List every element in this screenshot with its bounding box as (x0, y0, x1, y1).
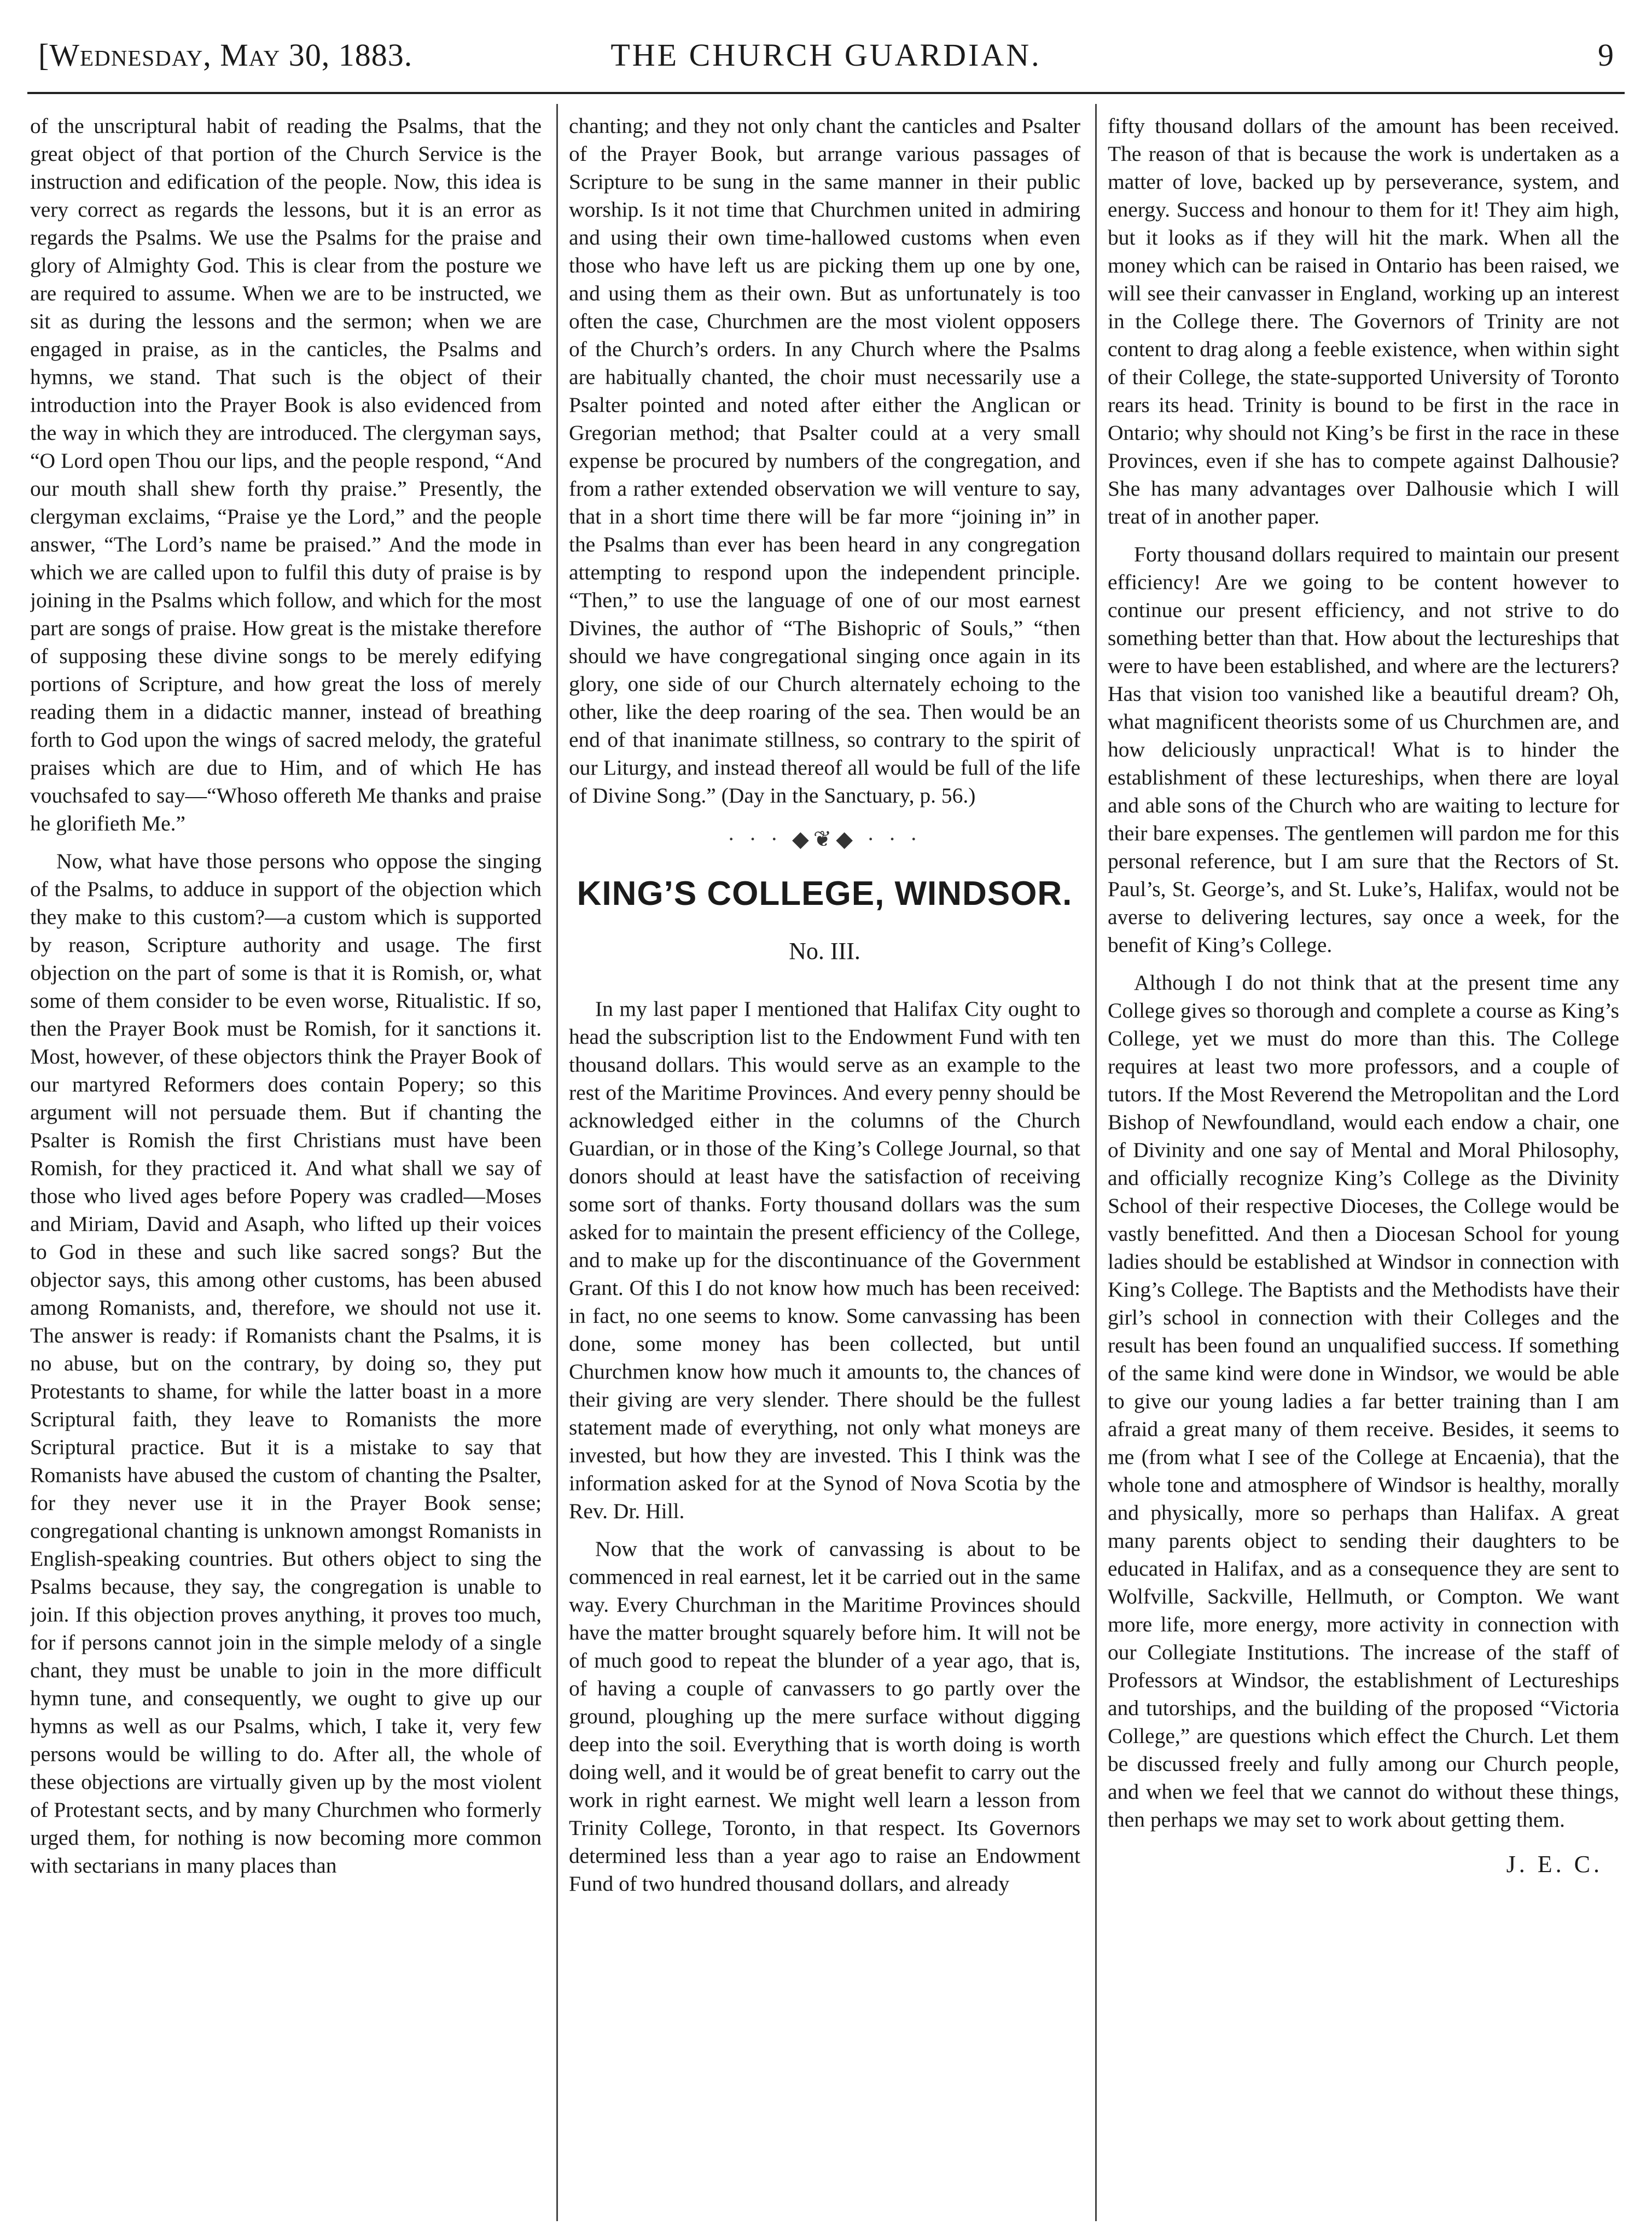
article-paragraph: of the unscriptural habit of reading the Psalms, that the great object of that portion of the Church Service is the instruction and edification of the people. Now, this idea is very correct as regards the lessons, but it is an error as regards the Psalms. We use the Psalms for the praise and glory of Almighty God. This is clear from the posture we are required to assume. When we are to be instructed, we sit as during the lessons and the sermon; when we are engaged in praise, as in the canticles, the Psalms and hymns, we stand. That such is the object of their introduction into the Prayer Book is also evidenced from the way in which they are introduced. The clergyman says, “O Lord open Thou our lips, and the people respond, “And our mouth shall shew forth thy praise.” Presently, the clergyman exclaims, “Praise ye the Lord,” and the people answer, “The Lord’s name be praised.” And the mode in which we are called upon to fulfil this duty of praise is by joining in the Psalms which follow, and which for the most part are songs of praise. How great is the mistake therefore of supposing these divine songs to be merely edifying portions of Scripture, and how great the loss of merely reading them in a didactic manner, instead of breathing forth to God upon the wings of sacred melody, the grateful praises which are due to Him, and of which He has vouchsafed to say—“Whoso offereth Me thanks and praise he glorifieth Me.” (30, 114, 542, 835)
article-paragraph: Now, what have those persons who oppose the singing of the Psalms, to adduce in support of the objection which they make to this custom?—a custom which is supported by reason, Scripture authority and usage. The first objection on the part of some is that it is Romish, or, what some of them consider to be even worse, Ritualistic. If so, then the Prayer Book must be Romish, for it sanctions it. Most, however, of these objectors think the Prayer Book of our martyred Reformers does contain Popery; so this argument will not persuade them. But if chanting the Psalter is Romish the first Christians must have been Romish, for they practiced it. And what shall we say of those who lived ages before Popery was cradled—Moses and Miriam, David and Asaph, who lifted up their voices to God in these and such like sacred songs? But the objector says, this among other customs, has been abused among Romanists, and, therefore, we should not use it. The answer is ready: if Romanists chant the Psalms, it is no abuse, but on the contrary, by doing so, they put Protestants to shame, for while the latter boast in a more Scriptural faith, they leave to Romanists the more Scriptural practice. But it is a mistake to say that Romanists have abused the custom of chanting the Psalter, for they never use it in the Prayer Book sense; congregational chanting is unknown amongst Romanists in English-speaking countries. But others object to sing the Psalms because, they say, the congregation is unable to join. If this objection proves anything, it proves too much, for if persons cannot join in the simple melody of a single chant, they must be unable to join in the more difficult hymn tune, and consequently, we ought to give up our hymns as well as our Psalms, which, I take it, very few persons would be willing to do. After all, the whole of these objections are virtually given up by the most violent of Protestant sects, and by many Churchmen who formerly urged them, for nothing is now becoming more common with sectarians in many places than (30, 849, 542, 1878)
article-paragraph: Now that the work of canvassing is about to be commenced in real earnest, let it be carried out in the same way. Every Churchman in the Maritime Provinces should have the matter brought squarely before him. It will not be of much good to repeat the blunder of a year ago, that is, of having a couple of canvassers to go partly over the ground, ploughing up the mere surface without digging deep into the soil. Everything that is worth doing is worth doing well, and it would be of great benefit to carry out the work in right earnest. We might well learn a lesson from Trinity College, Toronto, in that respect. Its Governors determined less than a year ago to raise an Endowment Fund of two hundred thousand dollars, and already (569, 1537, 1080, 1896)
page-number: 9 (1598, 37, 1614, 73)
section-ornament: · · · ◆❦◆ · · · (728, 827, 922, 851)
newspaper-title: THE CHURCH GUARDIAN. (610, 37, 1042, 73)
column-divider (556, 104, 558, 2221)
article-subheading: No. III. (789, 938, 860, 965)
article-paragraph: chanting; and they not only chant the canticles and Psalter of the Prayer Book, but arrange various passages of Scripture to be sung in the same manner in their public worship. Is it not time that Churchmen united in admiring and using their own time-hallowed customs when even those who have left us are picking them up one by one, and using them as their own. But as unfortunately is too often the case, Churchmen are the most violent opposers of the Church’s orders. In any Church where the Psalms are habitually chanted, the choir must necessarily use a Psalter pointed and noted after either the Anglican or Gregorian method; that Psalter could at a very small expense be procured by numbers of the congregation, and from a rather extended observation we will venture to say, that in a short time there will be far more “joining in” in the Psalms than ever has been heard in any congregation attempting to respond upon the independent principle. “Then,” to use the language of one of our most earnest Divines, the author of “The Bishopric of Souls,” “then should we have congregational singing once again in its glory, one side of our Church alternately echoing to the other, like the deep roaring of the sea. Then would be an end of that inanimate stillness, so contrary to the spirit of our Liturgy, and instead thereof all would be full of the life of Divine Song.” (Day in the Sanctuary, p. 56.) (569, 114, 1080, 807)
column-right (1108, 112, 1619, 2218)
masthead (27, 26, 1625, 94)
article-paragraph: In my last paper I mentioned that Halifax City ought to head the subscription list to the Endowment Fund with ten thousand dollars. This would serve as an example to the rest of the Maritime Provinces. And every penny should be acknowledged either in the columns of the Church Guardian, or in those of the King’s College Journal, so that donors should at least have the satisfaction of receiving some sort of thanks. Forty thousand dollars was the sum asked for to maintain the present efficiency of the College, and to make up for the discontinuance of the Government Grant. Of this I do not know how much has been received: in fact, no one seems to know. Some canvassing has been done, some money has been collected, but until Churchmen know how much it amounts to, the chances of their giving are very slender. There should be the fullest statement made of everything, not only what moneys are invested, but how they are invested. This I think was the information asked for at the Synod of Nova Scotia by the Rev. Dr. Hill. (569, 997, 1080, 1523)
article-paragraph: Although I do not think that at the present time any College gives so thorough and complete a course as King’s College, yet we must do more than this. The College requires at least two more professors, and a couple of tutors. If the Most Reverend the Metropolitan and the Lord Bishop of Newfoundland, would each endow a chair, one of Divinity and one say of Mental and Moral Philosophy, and officially recognize King’s College as the Divinity School of their respective Dioceses, the College would be vastly benefitted. And then a Diocesan School for young ladies should be established at Windsor in connection with King’s College. The Baptists and the Methodists have their girl’s school in connection with their Colleges and the result has been found an unqualified success. If something of the same kind were done in Windsor, we would be able to give our young ladies a far better training than I am afraid a great many of them receive. Besides, it seems to me (from what I see of the College at Encaenia), that the whole tone and atmosphere of Windsor is healthy, morally and physically, more so perhaps than Halifax. A great many parents object to sending their daughters to be educated in Halifax, and as a consequence they are sent to Wolfville, Sackville, Hellmuth, or Compton. We want more life, more energy, more activity in connection with our Collegiate Institutions. The increase of the staff of Professors at Windsor, the establishment of Lectureships and tutorships, and the building of the proposed “Victoria College,” are questions which effect the Church. Let them be discussed freely and fully among our Church people, and when we feel that we cannot do without these things, then perhaps we may set to work about getting them. (1108, 971, 1619, 1832)
column-divider (1095, 104, 1097, 2221)
column-left (30, 112, 542, 2218)
article-paragraph: fifty thousand dollars of the amount has been received. The reason of that is because the work is undertaken as a matter of love, backed up by perseverance, system, and energy. Success and honour to them for it! They aim high, but it looks as if they will hit the mark. When all the money which can be raised in Ontario has been raised, we will see their canvasser in England, working up an interest in the College there. The Governors of Trinity are not content to drag along a feeble existence, when within sight of their College, the state-supported University of Toronto rears its head. Trinity is bound to be first in the race in Ontario; why should not King’s be first in the race in these Provinces, even if she has to compete against Dalhousie? She has many advantages over Dalhousie which I will treat of in another paper. (1108, 114, 1619, 528)
author-signature: J. E. C. (1506, 1851, 1603, 1878)
article-heading: KING’S COLLEGE, WINDSOR. (577, 875, 1073, 913)
article-paragraph: Forty thousand dollars required to maintain our present efficiency! Are we going to be content however to continue our present efficiency, and not strive to do something better than that. How about the lectureships that were to have been established, and where are the lecturers? Has that vision too vanished like a beautiful dream? Oh, what magnificent theorists some of us Churchmen are, and how deliciously unpractical! What is to hinder the establishment of these lectureships, when there are loyal and able sons of the Church who are waiting to lecture for their bare expenses. The gentlemen will pardon me for this personal reference, but I am sure that the Rectors of St. Paul’s, St. George’s, and St. Luke’s, Halifax, would not be averse to delivering lectures, say once a week, for the benefit of King’s College. (1108, 542, 1619, 957)
column-middle (569, 112, 1080, 2218)
issue-date: [Wednesday, May 30, 1883. (38, 37, 413, 73)
